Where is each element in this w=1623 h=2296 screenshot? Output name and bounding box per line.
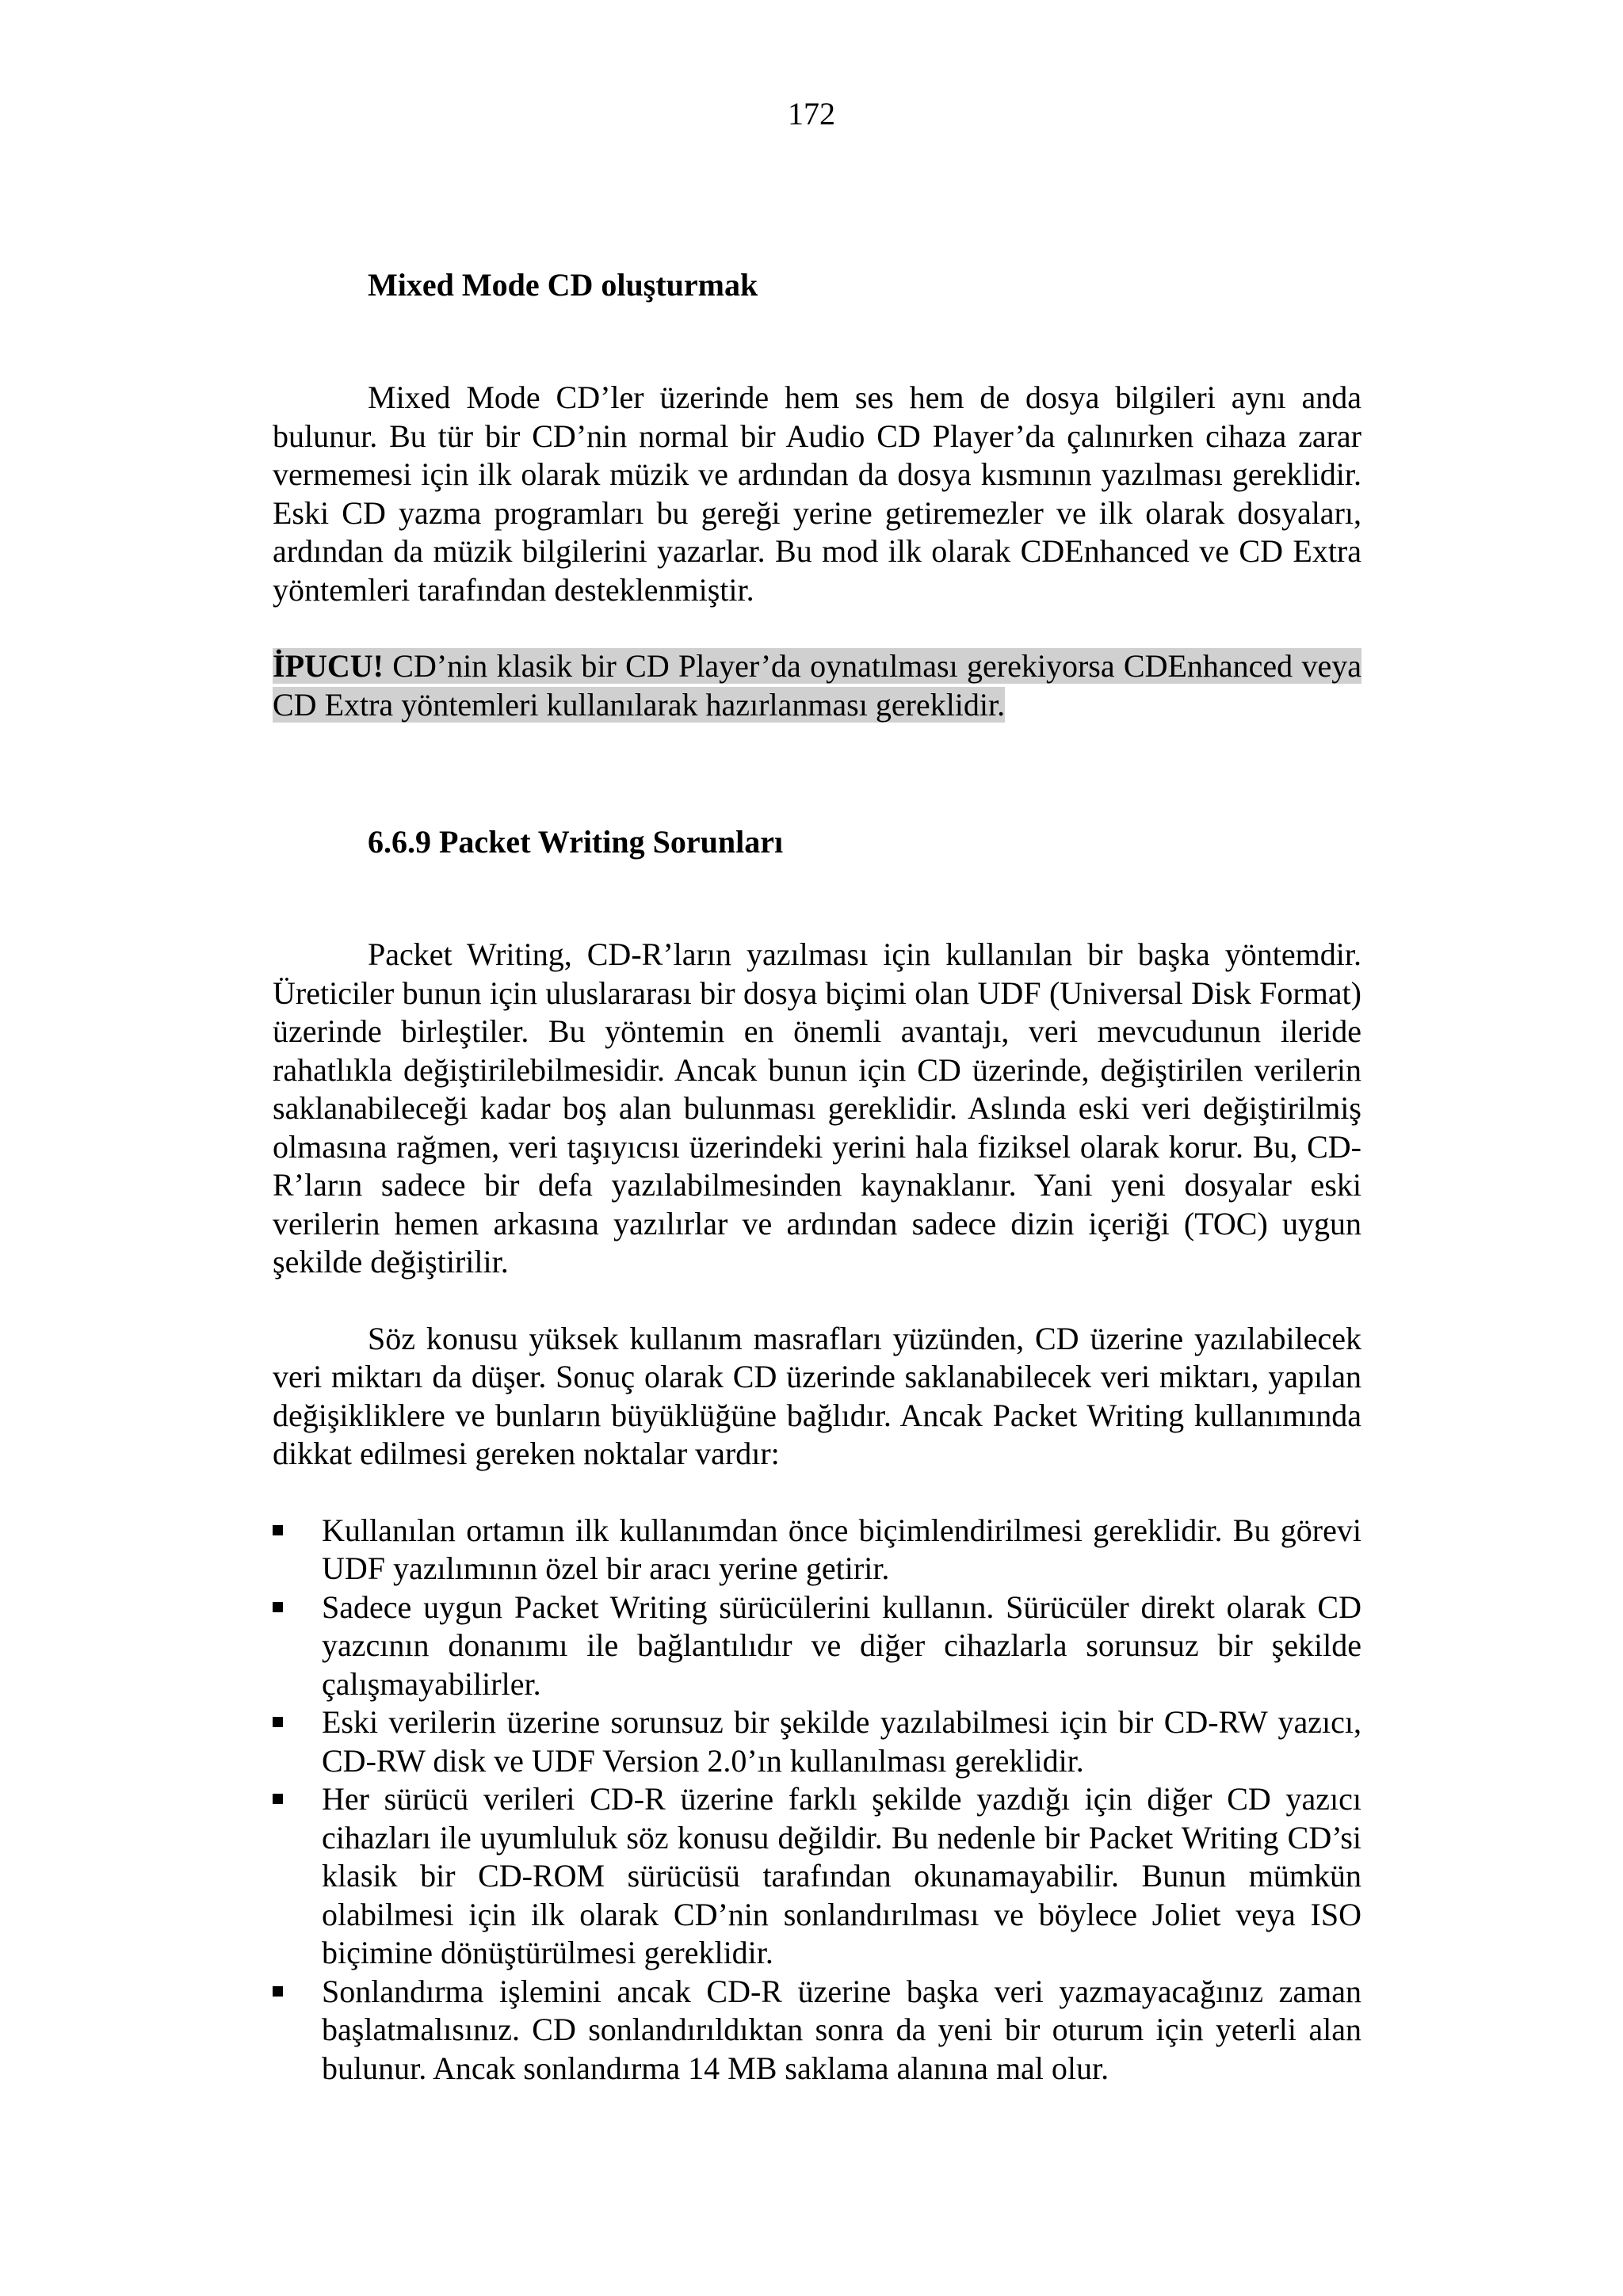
page-number: 172 (788, 96, 835, 132)
list-item (273, 1512, 1361, 1589)
list-item-text: Sonlandırma işlemini ancak CD-R üzerine başka veri yazmayacağınız zaman başlatmalısınız. CD sonlandırıldıktan sonra da yeni bir oturum için yeterli alan bulunur. Ancak sonlandırma 14 MB saklama alanına mal olur. (322, 1973, 1361, 2086)
paragraph-packet-writing-1: Packet Writing, CD-R’ların yazılması için kullanılan bir başka yöntemdir. Üreticiler bunun için uluslararası bir dosya biçimi olan UDF (Universal Disk Format) üzerinde birleştiler. Bu yöntemin en önemli avantajı, veri mevcudunun ileride rahatlıkla değiştirilebilmesidir. Ancak bunun için CD üzerinde, değiştirilen verilerin saklanabileceği kadar boş alan bulunması gereklidir. Aslında eski veri değiştirilmiş olmasına rağmen, veri taşıyıcısı üzerindeki yerini hala fiziksel olarak korur. Bu, CD-R’ların sadece bir defa yazılabilmesinden kaynaklanır. Yani yeni dosyalar eski verilerin hemen arkasına yazılırlar ve ardından sadece dizin içeriği (TOC) uygun şekilde değiştirilir. (273, 936, 1361, 1280)
list-item-text: Eski verilerin üzerine sorunsuz bir şekilde yazılabilmesi için bir CD-RW yazıcı, CD-RW disk ve UDF Version 2.0’ın kullanılması gereklidir. (322, 1704, 1361, 1779)
list-item (273, 1973, 1361, 2088)
square-bullet-icon (273, 1602, 283, 1612)
bullet-list (273, 1512, 1361, 2088)
page-content (273, 266, 1361, 2088)
list-item-text: Kullanılan ortamın ilk kullanımdan önce biçimlendirilmesi gereklidir. Bu görevi UDF yazılımının özel bir aracı yerine getirir. (322, 1512, 1361, 1586)
tip-box (273, 647, 1361, 724)
square-bullet-icon (273, 1525, 283, 1535)
section-heading-packet-writing: 6.6.9 Packet Writing Sorunları (368, 824, 784, 860)
tip-text: CD’nin klasik bir CD Player’da oynatılması gerekiyorsa CDEnhanced veya CD Extra yöntemleri kullanılarak hazırlanması gereklidir. (273, 648, 1361, 723)
list-item-text: Her sürücü verileri CD-R üzerine farklı şekilde yazdığı için diğer CD yazıcı cihazları ile uyumluluk söz konusu değildir. Bu nedenle bir Packet Writing CD’si klasik bir CD-ROM sürücüsü tarafından okunamayabilir. Bunun mümkün olabilmesi için ilk olarak CD’nin sonlandırılması ve böylece Joliet veya ISO biçimine dönüştürülmesi gereklidir. (322, 1781, 1361, 1970)
square-bullet-icon (273, 1794, 283, 1804)
list-item (273, 1589, 1361, 1704)
list-item (273, 1703, 1361, 1780)
list-item-text: Sadece uygun Packet Writing sürücülerini kullanın. Sürücüler direkt olarak CD yazcının donanımı ile bağlantılıdır ve diğer cihazlarla sorunsuz bir şekilde çalışmayabilirler. (322, 1589, 1361, 1702)
section-heading-mixed-mode: Mixed Mode CD oluşturmak (368, 267, 758, 303)
list-item (273, 1780, 1361, 1973)
paragraph-packet-writing-2: Söz konusu yüksek kullanım masrafları yüzünden, CD üzerine yazılabilecek veri miktarı da düşer. Sonuç olarak CD üzerinde saklanabilecek veri miktarı, yapılan değişikliklere ve bunların büyüklüğüne bağlıdır. Ancak Packet Writing kullanımında dikkat edilmesi gereken noktalar vardır: (273, 1320, 1361, 1471)
tip-label: İPUCU! (273, 648, 384, 684)
paragraph-mixed-mode: Mixed Mode CD’ler üzerinde hem ses hem de dosya bilgileri aynı anda bulunur. Bu tür bir CD’nin normal bir Audio CD Player’da çalınırken cihaza zarar vermemesi için ilk olarak müzik ve ardından da dosya kısmının yazılması gereklidir. Eski CD yazma programları bu gereği yerine getiremezler ve ilk olarak dosyaları, ardından da müzik bilgilerini yazarlar. Bu mod ilk olarak CDEnhanced ve CD Extra yöntemleri tarafından desteklenmiştir. (273, 379, 1361, 608)
square-bullet-icon (273, 1717, 283, 1727)
square-bullet-icon (273, 1986, 283, 1997)
tip-highlight (273, 648, 1361, 723)
